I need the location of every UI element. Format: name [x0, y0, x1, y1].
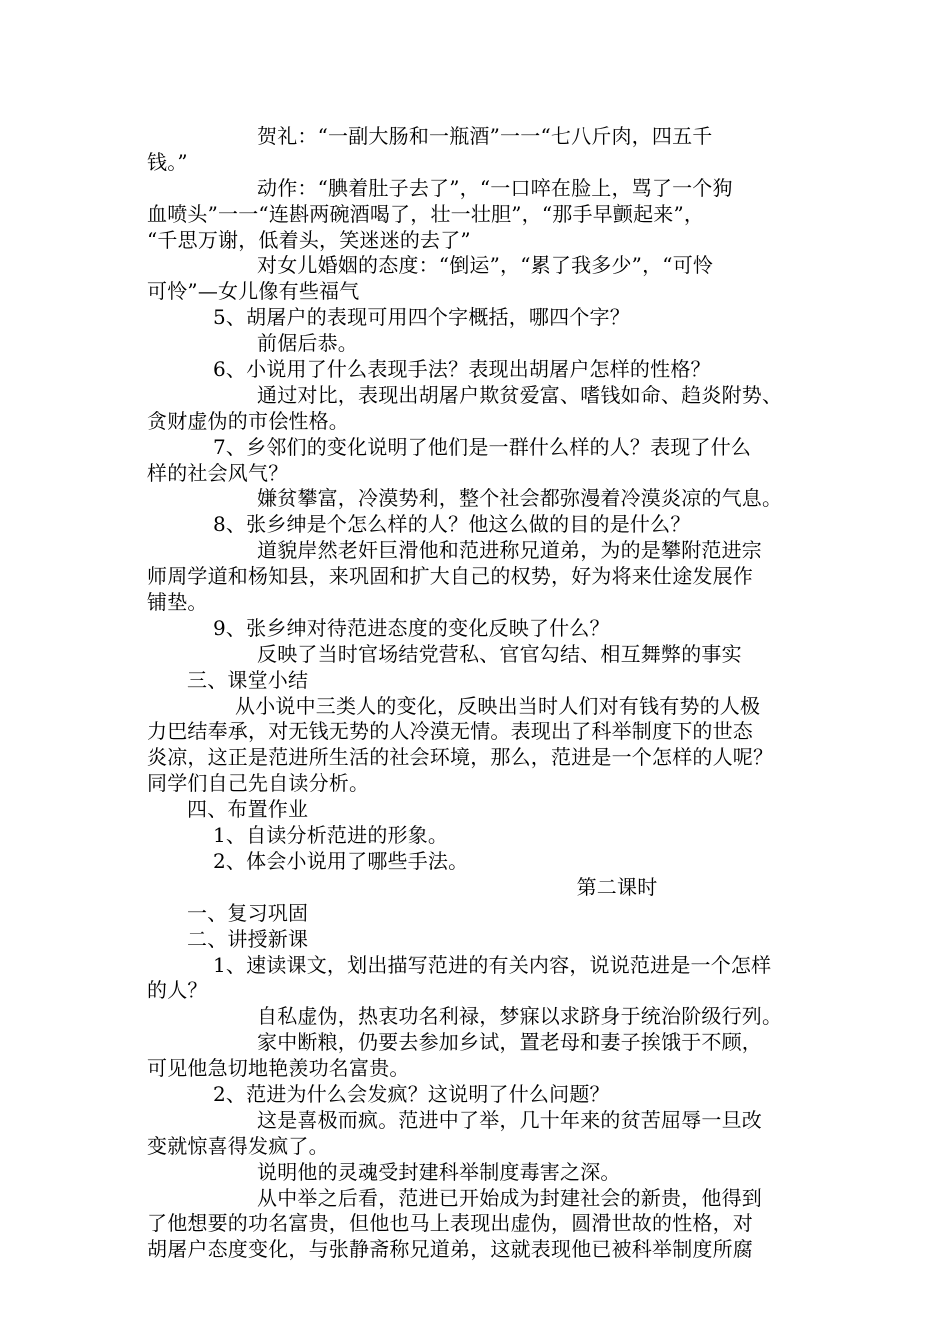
text-line: 说明他的灵魂受封建科举制度毒害之深。: [257, 1159, 621, 1184]
text-line: 钱。”: [147, 149, 188, 174]
text-line: 血喷头”一一“连斟两碗酒喝了，壮一壮胆”，“那手早颤起来”，: [147, 201, 705, 226]
text-line: 1、速读课文，划出描写范进的有关内容，说说范进是一个怎样: [213, 952, 772, 977]
text-line: 6、小说用了什么表现手法？表现出胡屠户怎样的性格？: [213, 357, 711, 382]
text-line: 的人？: [147, 978, 208, 1003]
text-line: 贪财虚伪的市侩性格。: [147, 408, 349, 433]
text-line: 嫌贫攀富，冷漠势利，整个社会都弥漫着冷漠炎凉的气息。: [257, 486, 783, 511]
text-line: 变就惊喜得发疯了。: [147, 1133, 329, 1158]
text-line: 从中举之后看，范进已开始成为封建社会的新贵，他得到: [257, 1185, 762, 1210]
text-line: 四、布置作业: [187, 797, 309, 822]
text-line: 通过对比，表现出胡屠户欺贫爱富、嗜钱如命、趋炎附势、: [257, 382, 783, 407]
text-line: 师周学道和杨知县，来巩固和扩大自己的权势，好为将来仕途发展作: [147, 564, 753, 589]
text-line: 三、课堂小结: [187, 667, 309, 692]
text-line: 5、胡屠户的表现可用四个字概括，哪四个字？: [213, 305, 630, 330]
text-line: 样的社会风气？: [147, 460, 289, 485]
text-line: 反映了当时官场结党营私、官官勾结、相互舞弊的事实: [257, 641, 742, 666]
text-line: 家中断粮，仍要去参加乡试，置老母和妻子挨饿于不顾，: [257, 1030, 762, 1055]
text-line: 前倨后恭。: [257, 331, 358, 356]
text-line: 可怜”—女儿像有些福气: [147, 279, 360, 304]
text-line: 贺礼：“一副大肠和一瓶酒”一一“七八斤肉，四五千: [257, 124, 713, 148]
text-line: 铺垫。: [147, 590, 208, 615]
text-line: 8、张乡绅是个怎么样的人？他这么做的目的是什么？: [213, 512, 691, 537]
text-line: 道貌岸然老奸巨滑他和范进称兄道弟，为的是攀附范进宗: [257, 538, 762, 563]
document-body: [147, 124, 837, 1263]
text-line: 二、讲授新课: [187, 926, 309, 951]
text-line: 1、自读分析范进的形象。: [213, 823, 449, 848]
text-line: 可见他急切地艳羡功名富贵。: [147, 1056, 410, 1081]
text-line: 第二课时: [576, 874, 658, 899]
text-line: 胡屠户态度变化，与张静斋称兄道弟，这就表现他已被科举制度所腐: [147, 1237, 753, 1262]
text-line: 炎凉，这正是范进所生活的社会环境，那么，范进是一个怎样的人呢？: [147, 745, 774, 770]
text-line: 了他想要的功名富贵，但他也马上表现出虚伪，圆滑世故的性格，对: [147, 1211, 753, 1236]
text-line: 自私虚伪，热衷功名利禄，梦寐以求跻身于统治阶级行列。: [257, 1004, 783, 1029]
text-line: 从小说中三类人的变化，反映出当时人们对有钱有势的人极: [235, 693, 761, 718]
text-line: 力巴结奉承，对无钱无势的人冷漠无情。表现出了科举制度下的世态: [147, 719, 753, 744]
text-line: 这是喜极而疯。范进中了举，几十年来的贫苦屈辱一旦改: [257, 1107, 762, 1132]
text-line: 一、复习巩固: [187, 900, 309, 925]
text-line: “千思万谢，低着头，笑迷迷的去了”: [147, 227, 471, 252]
text-line: 2、范进为什么会发疯？这说明了什么问题？: [213, 1081, 610, 1106]
text-line: 动作：“腆着肚子去了”，“一口啐在脸上，骂了一个狗: [257, 175, 733, 200]
text-line: 9、张乡绅对待范进态度的变化反映了什么？: [213, 615, 610, 640]
text-line: 对女儿婚姻的态度：“倒运”，“累了我多少”，“可怜: [257, 253, 714, 278]
text-line: 同学们自己先自读分析。: [147, 771, 370, 796]
text-line: 7、乡邻们的变化说明了他们是一群什么样的人？表现了什么: [213, 434, 752, 459]
text-line: 2、体会小说用了哪些手法。: [213, 848, 469, 873]
